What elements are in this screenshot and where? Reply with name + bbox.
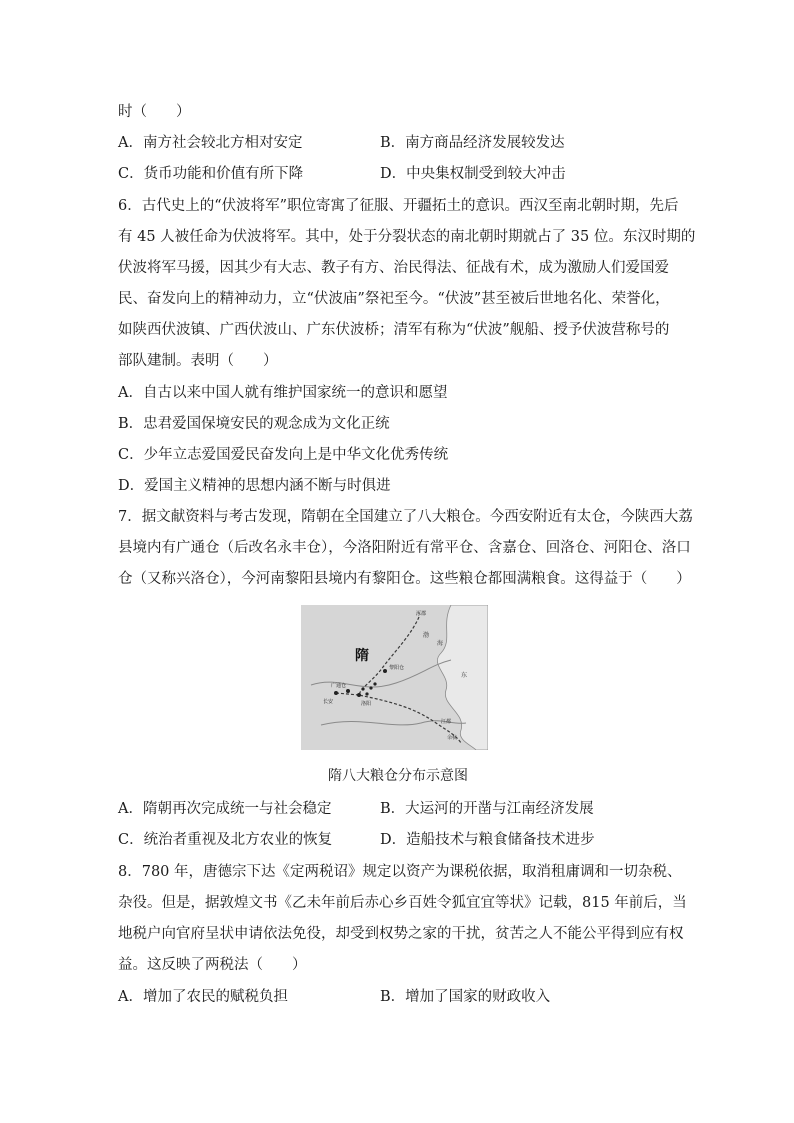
q6-line-6: 部队建制。表明（ ） bbox=[118, 353, 278, 369]
map-label-luoyang: 洛阳 bbox=[361, 701, 372, 707]
q6-line-1: 6．古代史上的“伏波将军”职位寄寓了征服、开疆拓土的意识。西汉至南北朝时期，先后 bbox=[118, 198, 679, 214]
q8-option-b: B．增加了国家的财政收入 bbox=[380, 989, 551, 1005]
q7-line-3: 仓（又称兴洛仓），今河南黎阳县境内有黎阳仓。这些粮仓都囤满粮食。这得益于（ ） bbox=[118, 571, 691, 587]
q5-option-a: A．南方社会较北方相对安定 bbox=[118, 135, 303, 151]
q8-line-1: 8．780 年，唐德宗下达《定两税诏》规定以资产为课税依据，取消租庸调和一切杂税、 bbox=[118, 864, 682, 880]
map-label-hai: 海 bbox=[437, 640, 444, 647]
q6-option-c: C．少年立志爱国爱民奋发向上是中华文化优秀传统 bbox=[118, 447, 449, 463]
map-label-dong: 东 bbox=[461, 672, 468, 679]
map-label-bo: 渤 bbox=[423, 632, 430, 639]
map-label-zhuojun: 涿郡 bbox=[416, 611, 427, 617]
map-label-sui: 隋 bbox=[355, 648, 369, 664]
q6-line-2: 有 45 人被任命为伏波将军。其中，处于分裂状态的南北朝时期就占了 35 位。东汉时期的 bbox=[118, 229, 696, 245]
map-label-liyang: 黎阳仓 bbox=[389, 665, 405, 671]
q5-option-b: B．南方商品经济发展较发达 bbox=[380, 135, 565, 151]
q6-option-b: B．忠君爱国保境安民的观念成为文化正统 bbox=[118, 416, 390, 432]
q6-option-a: A．自古以来中国人就有维护国家统一的意识和愿望 bbox=[118, 385, 448, 401]
q8-line-3: 地税户向官府呈状申请依法免役，却受到权势之家的干扰，贫苦之人不能公平得到应有权 bbox=[118, 926, 684, 942]
map-label-guangtong: 广通仓 bbox=[331, 683, 347, 689]
q6-line-5: 如陕西伏波镇、广西伏波山、广东伏波桥；清军有称为“伏波”舰船、授予伏波营称号的 bbox=[118, 322, 670, 338]
q7-option-b: B．大运河的开凿与江南经济发展 bbox=[380, 801, 594, 817]
map-label-changan: 长安 bbox=[323, 699, 334, 705]
q7-line-1: 7．据文献资料与考古发现，隋朝在全国建立了八大粮仓。今西安附近有太仓，今陕西大荔 bbox=[118, 509, 693, 525]
q5-option-d: D．中央集权制受到较大冲击 bbox=[380, 166, 566, 182]
q6-line-3: 伏波将军马援，因其少有大志、教子有方、治民得法、征战有术，成为激励人们爱国爱 bbox=[118, 260, 669, 276]
q6-line-4: 民、奋发向上的精神动力，立“伏波庙”祭祀至今。“伏波”甚至被后世地名化、荣誉化， bbox=[118, 291, 670, 307]
map-label-yuhang: 余杭 bbox=[447, 735, 458, 741]
q5-stem-end: 时（ ） bbox=[118, 104, 191, 120]
q5-option-c: C．货币功能和价值有所下降 bbox=[118, 166, 304, 182]
sui-granary-map bbox=[301, 605, 488, 750]
map-caption: 隋八大粮仓分布示意图 bbox=[328, 768, 468, 784]
q6-option-d: D．爱国主义精神的思想内涵不断与时俱进 bbox=[118, 478, 391, 494]
q7-option-c: C．统治者重视及北方农业的恢复 bbox=[118, 832, 333, 848]
q7-option-d: D．造船技术与粮食储备技术进步 bbox=[380, 832, 595, 848]
q8-line-4: 益。这反映了两税法（ ） bbox=[118, 957, 307, 973]
q8-line-2: 杂役。但是，据敦煌文书《乙未年前后赤心乡百姓令狐宜宜等状》记载，815 年前后，当 bbox=[118, 895, 687, 911]
q7-line-2: 县境内有广通仓（后改名永丰仓），今洛阳附近有常平仓、含嘉仓、回洛仓、河阳仓、洛口 bbox=[118, 540, 691, 556]
q8-option-a: A．增加了农民的赋税负担 bbox=[118, 989, 288, 1005]
q7-option-a: A．隋朝再次完成统一与社会稳定 bbox=[118, 801, 332, 817]
map-graphic bbox=[301, 605, 488, 750]
map-label-jiangdu: 江都 bbox=[441, 719, 452, 725]
